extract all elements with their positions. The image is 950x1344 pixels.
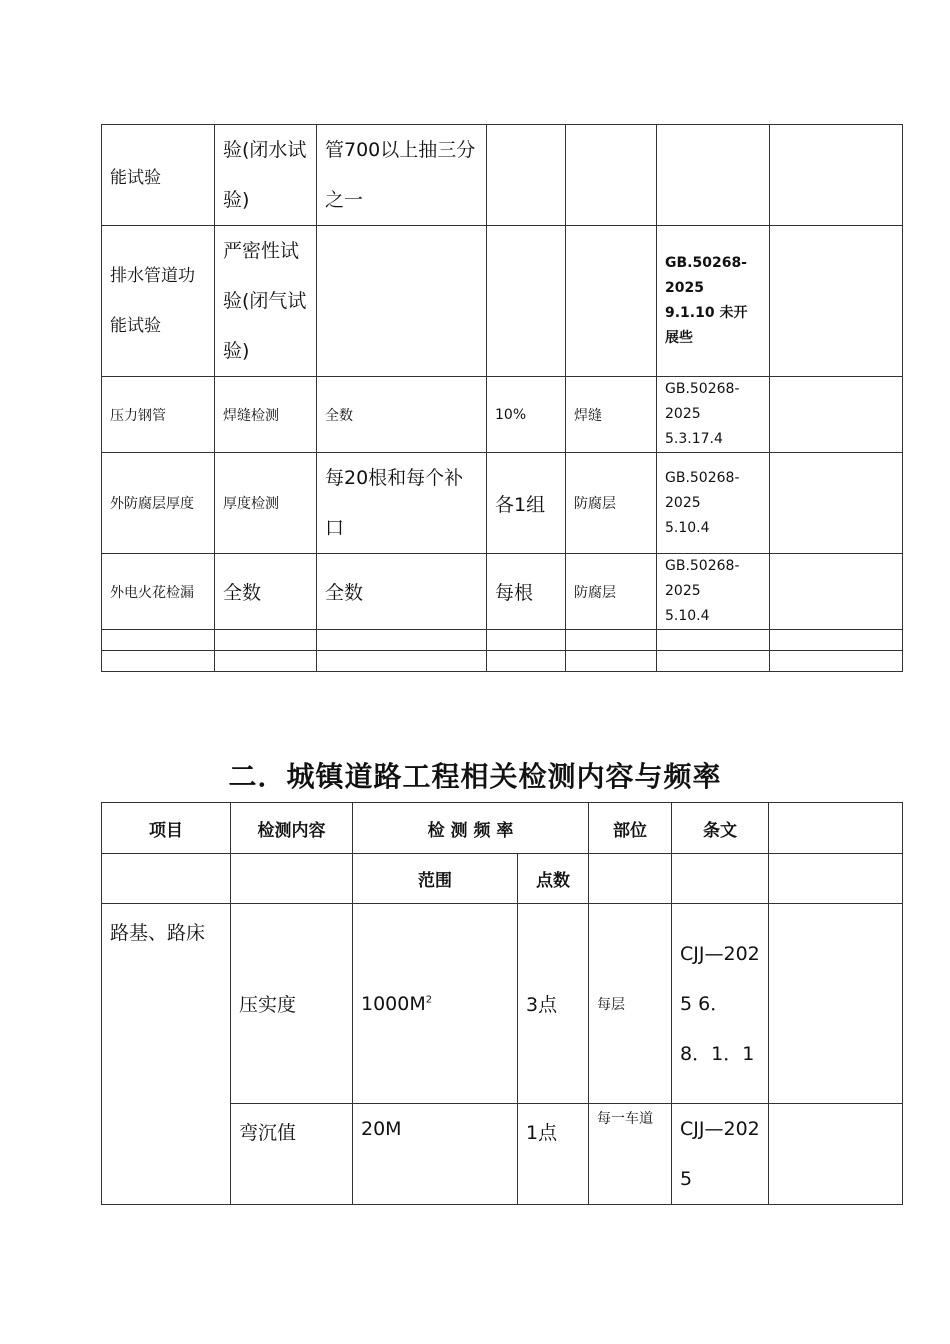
part-cell xyxy=(566,125,657,226)
clause-standard: GB.50268-2025 xyxy=(665,558,740,599)
table-row xyxy=(102,554,903,630)
subheader-range: 范围 xyxy=(353,854,518,904)
part-cell: 防腐层 xyxy=(566,453,657,554)
clause-cell xyxy=(657,125,770,226)
content-cell: 弯沉值 xyxy=(231,1104,353,1205)
item-cell: 压力钢管 xyxy=(102,377,215,453)
road-test-table xyxy=(101,802,903,1205)
table-row xyxy=(102,651,903,672)
clause-standard: GB.50268-2025 xyxy=(665,469,740,511)
item-cell: 排水管道功能试验 xyxy=(102,226,215,377)
item-cell: 外电火花检漏 xyxy=(102,554,215,630)
content-cell: 焊缝检测 xyxy=(215,377,317,453)
clause-cell xyxy=(657,554,770,630)
ratio-cell: 每根 xyxy=(487,554,566,630)
table-row xyxy=(102,226,903,377)
clause-number: 5.10.4 xyxy=(665,608,710,624)
clause-cell xyxy=(657,453,770,554)
content-cell: 全数 xyxy=(215,554,317,630)
section-heading: 二．城镇道路工程相关检测内容与频率 xyxy=(228,760,722,793)
content-cell: 严密性试验(闭气试验) xyxy=(215,226,317,377)
header-content: 检测内容 xyxy=(231,803,353,854)
part-cell: 每层 xyxy=(589,904,672,1104)
part-cell: 焊缝 xyxy=(566,377,657,453)
frequency-cell: 管700以上抽三分之一 xyxy=(317,125,487,226)
range-cell: $1000M^2$ xyxy=(353,904,518,1104)
part-cell: 每一车道 xyxy=(589,1104,672,1205)
item-cell: 路基、路床 xyxy=(102,904,231,1205)
clause-cell: CJJ—2025 6．8．1．1 xyxy=(672,904,769,1104)
part-cell: 防腐层 xyxy=(566,554,657,630)
points-cell: 3点 xyxy=(518,904,589,1104)
note-cell xyxy=(770,226,903,377)
header-frequency: 检 测 频 率 xyxy=(353,803,589,854)
points-cell: 1点 xyxy=(518,1104,589,1205)
frequency-cell: 全数 xyxy=(317,554,487,630)
item-cell: 能试验 xyxy=(102,125,215,226)
clause-standard: GB.50268-2025 xyxy=(665,255,747,296)
clause-number: 9.1.10 未开展些 xyxy=(665,305,748,346)
header-item: 项目 xyxy=(102,803,231,854)
content-cell: 压实度 xyxy=(231,904,353,1104)
table-row xyxy=(102,125,903,226)
range-cell: 20M xyxy=(353,1104,518,1205)
note-cell xyxy=(770,377,903,453)
clause-standard: GB.50268-2025 xyxy=(665,381,740,422)
table-row xyxy=(102,904,903,1104)
frequency-cell: 每20根和每个补口 xyxy=(317,453,487,554)
item-cell: 外防腐层厚度 xyxy=(102,453,215,554)
header-row xyxy=(102,803,903,854)
clause-cell xyxy=(657,226,770,377)
subheader-row xyxy=(102,854,903,904)
note-cell xyxy=(770,554,903,630)
ratio-cell xyxy=(487,125,566,226)
part-cell xyxy=(566,226,657,377)
ratio-cell xyxy=(487,226,566,377)
pipeline-test-table xyxy=(101,124,903,672)
frequency-cell: 全数 xyxy=(317,377,487,453)
header-part: 部位 xyxy=(589,803,672,854)
ratio-cell: 10% xyxy=(487,377,566,453)
ratio-cell: 各1组 xyxy=(487,453,566,554)
table-row xyxy=(102,630,903,651)
table-row xyxy=(102,453,903,554)
frequency-cell xyxy=(317,226,487,377)
clause-cell xyxy=(657,377,770,453)
clause-number: 5.3.17.4 xyxy=(665,431,723,447)
clause-cell: CJJ—2025 xyxy=(672,1104,769,1205)
table-row xyxy=(102,377,903,453)
content-cell: 验(闭水试验) xyxy=(215,125,317,226)
header-clause: 条文 xyxy=(672,803,769,854)
clause-number: 5.10.4 xyxy=(665,519,710,536)
content-cell: 厚度检测 xyxy=(215,453,317,554)
subheader-points: 点数 xyxy=(518,854,589,904)
note-cell xyxy=(770,453,903,554)
note-cell xyxy=(770,125,903,226)
